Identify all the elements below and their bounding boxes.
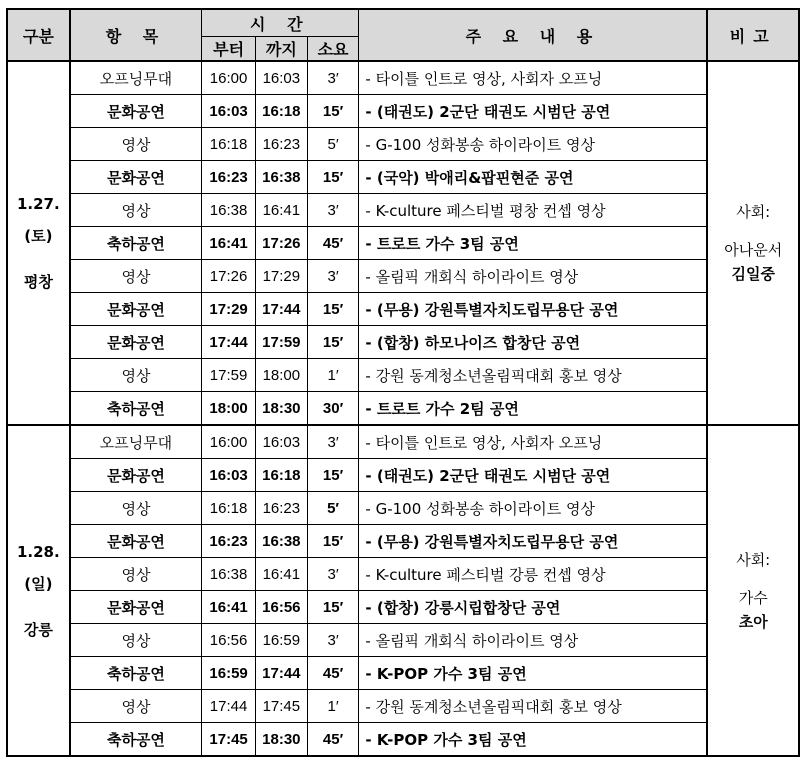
end-time-cell: 17:44 — [255, 657, 307, 690]
content-cell: - K-POP 가수 3팀 공연 — [359, 723, 708, 757]
content-cell: - (태권도) 2군단 태권도 시범단 공연 — [359, 95, 708, 128]
group-date: 1.27. — [16, 195, 60, 213]
start-time-cell: 16:03 — [202, 95, 256, 128]
duration-cell: 45′ — [307, 227, 359, 260]
end-time-cell: 16:18 — [255, 459, 307, 492]
header-category: 구분 — [7, 9, 70, 61]
note-host-name: 초아 — [738, 612, 768, 631]
table-row — [7, 690, 799, 723]
item-cell: 영상 — [70, 194, 202, 227]
start-time-cell: 16:23 — [202, 161, 256, 194]
end-time-cell: 17:45 — [255, 690, 307, 723]
start-time-cell: 16:41 — [202, 591, 256, 624]
duration-cell: 15′ — [307, 293, 359, 326]
item-cell: 문화공연 — [70, 95, 202, 128]
group-place: 강릉 — [23, 620, 53, 639]
end-time-cell: 16:41 — [255, 558, 307, 591]
duration-cell: 3′ — [307, 61, 359, 95]
content-cell: - (무용) 강원특별자치도립무용단 공연 — [359, 525, 708, 558]
content-cell: - (합창) 하모나이즈 합창단 공연 — [359, 326, 708, 359]
table-row — [7, 359, 799, 392]
header-note: 비고 — [707, 9, 799, 61]
table-row — [7, 558, 799, 591]
start-time-cell: 16:00 — [202, 61, 256, 95]
duration-cell: 3′ — [307, 558, 359, 591]
table-row — [7, 61, 799, 95]
start-time-cell: 17:44 — [202, 690, 256, 723]
duration-cell: 3′ — [307, 425, 359, 459]
schedule-table — [6, 8, 800, 757]
item-cell: 영상 — [70, 260, 202, 293]
table-row — [7, 227, 799, 260]
content-cell: - K-culture 페스티벌 평창 컨셉 영상 — [359, 194, 708, 227]
note-host-name: 김일중 — [731, 265, 775, 283]
header-time: 시 간 — [202, 9, 359, 37]
duration-cell: 3′ — [307, 260, 359, 293]
end-time-cell: 16:18 — [255, 95, 307, 128]
group-label — [7, 61, 70, 425]
table-body — [7, 61, 799, 756]
content-cell: - 올림픽 개회식 하이라이트 영상 — [359, 260, 708, 293]
note-host-label: 사회: — [736, 550, 771, 569]
end-time-cell: 16:56 — [255, 591, 307, 624]
table-row — [7, 525, 799, 558]
start-time-cell: 16:41 — [202, 227, 256, 260]
item-cell: 축하공연 — [70, 227, 202, 260]
start-time-cell: 16:56 — [202, 624, 256, 657]
item-cell: 문화공연 — [70, 525, 202, 558]
table-row — [7, 591, 799, 624]
item-cell: 오프닝무대 — [70, 61, 202, 95]
end-time-cell: 16:38 — [255, 525, 307, 558]
table-row — [7, 194, 799, 227]
start-time-cell: 17:26 — [202, 260, 256, 293]
start-time-cell: 17:45 — [202, 723, 256, 757]
group-label — [7, 425, 70, 756]
end-time-cell: 18:00 — [255, 359, 307, 392]
duration-cell: 15′ — [307, 95, 359, 128]
note-host-role: 아나운서 — [724, 241, 783, 259]
duration-cell: 5′ — [307, 128, 359, 161]
end-time-cell: 16:23 — [255, 128, 307, 161]
duration-cell: 15′ — [307, 459, 359, 492]
start-time-cell: 16:03 — [202, 459, 256, 492]
start-time-cell: 17:29 — [202, 293, 256, 326]
item-cell: 오프닝무대 — [70, 425, 202, 459]
table-row — [7, 392, 799, 426]
item-cell: 축하공연 — [70, 657, 202, 690]
duration-cell: 1′ — [307, 690, 359, 723]
table-row — [7, 326, 799, 359]
group-day: (일) — [24, 574, 53, 593]
duration-cell: 3′ — [307, 624, 359, 657]
item-cell: 영상 — [70, 128, 202, 161]
content-cell: - 트로트 가수 2팀 공연 — [359, 392, 708, 426]
duration-cell: 3′ — [307, 194, 359, 227]
group-date: 1.28. — [16, 542, 60, 561]
content-cell: - 강원 동계청소년올림픽대회 홍보 영상 — [359, 690, 708, 723]
duration-cell: 45′ — [307, 723, 359, 757]
end-time-cell: 16:23 — [255, 492, 307, 525]
start-time-cell: 16:38 — [202, 194, 256, 227]
end-time-cell: 17:26 — [255, 227, 307, 260]
table-row — [7, 723, 799, 757]
note-host-label: 사회: — [736, 203, 771, 221]
duration-cell: 15′ — [307, 525, 359, 558]
content-cell: - (합창) 강릉시립합창단 공연 — [359, 591, 708, 624]
item-cell: 축하공연 — [70, 392, 202, 426]
start-time-cell: 16:18 — [202, 492, 256, 525]
end-time-cell: 16:38 — [255, 161, 307, 194]
start-time-cell: 16:59 — [202, 657, 256, 690]
content-cell: - 강원 동계청소년올림픽대회 홍보 영상 — [359, 359, 708, 392]
item-cell: 문화공연 — [70, 161, 202, 194]
item-cell: 축하공연 — [70, 723, 202, 757]
content-cell: - (태권도) 2군단 태권도 시범단 공연 — [359, 459, 708, 492]
end-time-cell: 16:59 — [255, 624, 307, 657]
table-header — [7, 9, 799, 61]
content-cell: - (무용) 강원특별자치도립무용단 공연 — [359, 293, 708, 326]
start-time-cell: 16:23 — [202, 525, 256, 558]
table-row — [7, 293, 799, 326]
end-time-cell: 18:30 — [255, 392, 307, 426]
content-cell: - G-100 성화봉송 하이라이트 영상 — [359, 128, 708, 161]
header-start: 부터 — [202, 37, 256, 62]
content-cell: - K-culture 페스티벌 강릉 컨셉 영상 — [359, 558, 708, 591]
duration-cell: 30′ — [307, 392, 359, 426]
duration-cell: 15′ — [307, 161, 359, 194]
item-cell: 영상 — [70, 558, 202, 591]
content-cell: - (국악) 박애리&팝핀현준 공연 — [359, 161, 708, 194]
table-row — [7, 161, 799, 194]
header-end: 까지 — [255, 37, 307, 62]
start-time-cell: 16:00 — [202, 425, 256, 459]
note-cell — [707, 425, 799, 756]
content-cell: - 타이틀 인트로 영상, 사회자 오프닝 — [359, 61, 708, 95]
content-cell: - K-POP 가수 3팀 공연 — [359, 657, 708, 690]
end-time-cell: 18:30 — [255, 723, 307, 757]
start-time-cell: 16:38 — [202, 558, 256, 591]
duration-cell: 15′ — [307, 591, 359, 624]
item-cell: 영상 — [70, 624, 202, 657]
start-time-cell: 17:44 — [202, 326, 256, 359]
end-time-cell: 16:03 — [255, 61, 307, 95]
group-day: (토) — [24, 227, 53, 245]
duration-cell: 1′ — [307, 359, 359, 392]
note-cell — [707, 61, 799, 425]
duration-cell: 45′ — [307, 657, 359, 690]
content-cell: - 트로트 가수 3팀 공연 — [359, 227, 708, 260]
start-time-cell: 17:59 — [202, 359, 256, 392]
content-cell: - G-100 성화봉송 하이라이트 영상 — [359, 492, 708, 525]
table-row — [7, 492, 799, 525]
duration-cell: 15′ — [307, 326, 359, 359]
header-item: 항 목 — [70, 9, 202, 61]
table-row — [7, 459, 799, 492]
start-time-cell: 16:18 — [202, 128, 256, 161]
table-row — [7, 128, 799, 161]
end-time-cell: 17:59 — [255, 326, 307, 359]
note-host-role: 가수 — [738, 588, 768, 607]
item-cell: 영상 — [70, 690, 202, 723]
end-time-cell: 17:44 — [255, 293, 307, 326]
table-row — [7, 624, 799, 657]
end-time-cell: 16:03 — [255, 425, 307, 459]
header-content: 주 요 내 용 — [359, 9, 708, 61]
end-time-cell: 17:29 — [255, 260, 307, 293]
group-place: 평창 — [23, 273, 53, 291]
duration-cell: 5′ — [307, 492, 359, 525]
item-cell: 문화공연 — [70, 591, 202, 624]
item-cell: 문화공연 — [70, 459, 202, 492]
content-cell: - 타이틀 인트로 영상, 사회자 오프닝 — [359, 425, 708, 459]
table-row — [7, 95, 799, 128]
item-cell: 영상 — [70, 492, 202, 525]
item-cell: 문화공연 — [70, 326, 202, 359]
header-duration: 소요 — [307, 37, 359, 62]
content-cell: - 올림픽 개회식 하이라이트 영상 — [359, 624, 708, 657]
start-time-cell: 18:00 — [202, 392, 256, 426]
table-row — [7, 425, 799, 459]
item-cell: 영상 — [70, 359, 202, 392]
table-row — [7, 260, 799, 293]
item-cell: 문화공연 — [70, 293, 202, 326]
end-time-cell: 16:41 — [255, 194, 307, 227]
table-row — [7, 657, 799, 690]
